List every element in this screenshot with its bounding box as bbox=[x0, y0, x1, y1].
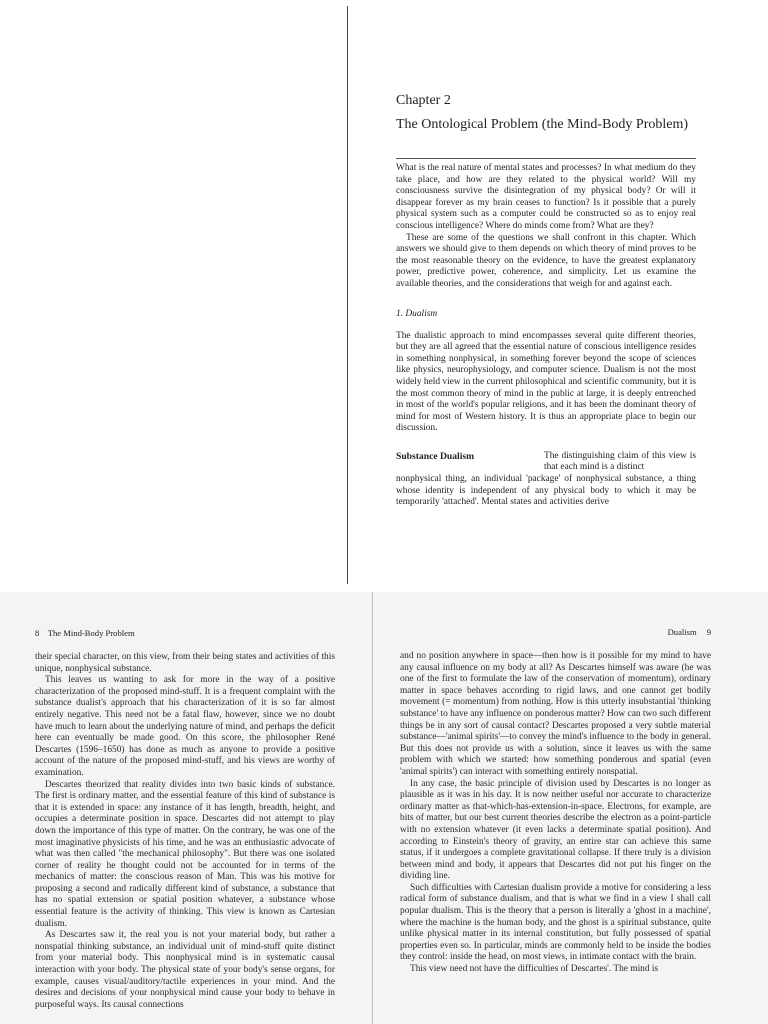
subsection-paragraph: nonphysical thing, an individual 'package' of nonphysical substance, a thing whose identity is independent of any physical body to which it may be temporarily 'attached'. Mental states and activities derive bbox=[396, 474, 696, 508]
bottom-gutter-line bbox=[372, 592, 373, 1024]
right-running-head bbox=[400, 627, 711, 637]
bottom-page-spread bbox=[0, 592, 768, 1024]
page-number: 9 bbox=[706, 627, 711, 637]
body-paragraph: This view need not have the difficulties of Descartes'. The mind is bbox=[410, 964, 659, 975]
chapter-opening-page bbox=[396, 92, 696, 509]
body-paragraph: Descartes theorized that reality divides into two basic kinds of substance. The first is ordinary matter, and the essential feature of this kind of substance is that it is extended in space: any instance of it has length, breadth, height, and occupies a determinate position in space. Descartes did not attempt to play down the importance of this type of matter. On the contrary, he was one of the most imaginative physicists of his time, and he was an enthusiastic advocate of what was then called "the mechanical philosophy". But there was one isolated corner of reality he thought could not be accounted for in terms of the mechanics of matter: the conscious reason of Man. This was his motive for proposing a second and radically different kind of substance, a substance that has no spatial extension or spatial position whatever, a substance whose essential feature is the activity of thinking. This view is known as Cartesian dualism. bbox=[35, 779, 335, 929]
running-head-title: Dualism bbox=[667, 627, 697, 637]
chapter-title: The Ontological Problem (the Mind-Body Problem) bbox=[396, 117, 689, 132]
left-page bbox=[35, 628, 335, 1011]
left-running-head bbox=[35, 628, 335, 638]
top-gutter-line bbox=[347, 6, 348, 584]
intro-paragraph: What is the real nature of mental states and processes? In what medium do they take place, and how are they related to the physical world? Will my consciousness survive the disintegration of my physical body? Or will it disappear forever as my brain ceases to function? Is it possible that a purely physical system such as a computer could be constructed so as to enjoy real conscious intelligence? Where do minds come from? What are they? bbox=[396, 163, 696, 231]
body-paragraph: As Descartes saw it, the real you is not your material body, but rather a nonspatial thinking substance, an individual unit of mind-stuff quite distinct from your material body. This nonphysical mind is in systematic causal interaction with your body. The physical state of your body's sense organs, for example, causes visual/auditory/tactile experiences in your mind. And the desires and decisions of your nonphysical mind cause your body to behave in purposeful ways. Its causal connections bbox=[35, 930, 335, 1010]
intro-paragraph: These are some of the questions we shall confront in this chapter. Which answers we should give to them depends on which theory of mind proves to be the most reasonable theory on the evidence, to have the greatest explanatory power, predictive power, coherence, and simplicity. Let us examine the available theories, and the considerations that weigh for and against each. bbox=[396, 232, 696, 289]
body-paragraph: their special character, on this view, from their being states and activities of this unique, nonphysical substance. bbox=[35, 652, 335, 674]
subsection-heading: Substance Dualism bbox=[396, 450, 475, 462]
chapter-label: Chapter 2 bbox=[396, 93, 451, 108]
body-paragraph: Such difficulties with Cartesian dualism provide a motive for considering a less radical form of substance dualism, and that is what we find in a view I shall call popular dualism. This is the theory that a person is literally a 'ghost in a machine', where the machine is the human body, and the ghost is a spiritual substance, quite unlike physical matter in its internal constitution, but fully possessed of spatial properties even so. In particular, minds are commonly held to be inside the bodies they control: inside the head, on most views, in intimate contact with the brain. bbox=[400, 882, 711, 963]
body-paragraph: This leaves us wanting to ask for more in the way of a positive characterization of the proposed mind-stuff. It is a frequent complaint with the substance dualist's approach that his characterization of it is so far almost entirely negative. This need not be a fatal flaw, however, since we no doubt have much to learn about the underlying nature of mind, and perhaps the deficit here can eventually be made good. On this score, the philosopher René Descartes (1596–1650) has done as much as anyone to provide a positive account of the nature of the proposed mind-stuff, and his views are worthy of examination. bbox=[35, 675, 335, 778]
subsection-block bbox=[396, 451, 696, 509]
page-number: 8 bbox=[35, 628, 40, 638]
section-heading: 1. Dualism bbox=[396, 308, 438, 319]
right-page bbox=[400, 627, 711, 976]
subsection-first-line: The distinguishing claim of this view is that each mind is a distinct bbox=[544, 450, 696, 473]
body-paragraph: In any case, the basic principle of division used by Descartes is no longer as plausible as it was in his day. It is now neither useful nor accurate to characterize ordinary matter as that-which-has-extension-in-space. Electrons, for example, are bits of matter, but our best current theories describe the electron as a point-particle with no extension whatever (it even lacks a determinate spatial position). And according to Einstein's theory of gravity, an entire star can achieve this same status, if it undergoes a complete gravitational collapse. If there truly is a division between mind and body, it appears that Descartes did not put his finger on the dividing line. bbox=[400, 778, 711, 882]
running-head-title: The Mind-Body Problem bbox=[47, 628, 135, 638]
section-paragraph: The dualistic approach to mind encompasses several quite different theories, but they are all agreed that the essential nature of conscious intelligence resides in something nonphysical, in something forever beyond the scope of sciences like physics, neurophysiology, and computer science. Dualism is not the most widely held view in the current philosophical and scientific community, but it is the most common theory of mind in the public at large, it is deeply entrenched in most of the world's popular religions, and it has been the dominant theory of mind for most of Western history. It is thus an appropriate place to begin our discussion. bbox=[396, 330, 696, 434]
body-paragraph: and no position anywhere in space—then how is it possible for my mind to have any causal influence on my body at all? As Descartes himself was aware (he was one of the first to formulate the law of the conservation of momentum), ordinary matter in space behaves according to rigid laws, and one cannot get bodily movement (= momentum) from nothing. How is this utterly insubstantial 'thinking substance' to have any influence on ponderous matter? How can two such different things be in any sort of causal contact? Descartes proposed a very subtle material substance—'animal spirits'—to convey the mind's influence to the body in general. But this does not provide us with a solution, since it leaves us with the same problem with which we started: how something ponderous and spatial (even 'animal spirits') can interact with something entirely nonspatial. bbox=[400, 651, 711, 777]
title-rule bbox=[396, 158, 696, 159]
